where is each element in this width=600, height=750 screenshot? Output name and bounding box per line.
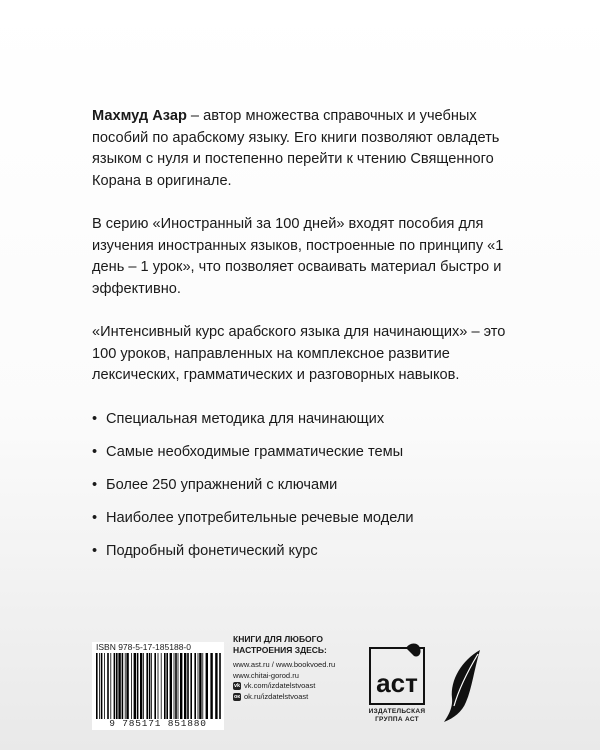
barcode-icon [94,653,222,719]
vk-link[interactable] [233,681,367,692]
promo-title-line: НАСТРОЕНИЯ ЗДЕСЬ: [233,645,327,655]
promo-block [233,634,367,702]
feature-item [92,508,522,530]
bullet-icon: • [92,443,98,460]
feature-text: Самые необходимые грамматические темы [106,443,404,460]
isbn-barcode [92,642,224,730]
links-list [233,660,367,702]
back-cover-text [92,106,522,574]
barcode-digits: 9 785171 851880 [109,718,207,729]
feature-item [92,541,522,563]
ok-icon: ок [233,693,241,700]
ok-link[interactable] [233,692,367,703]
feather-logo-icon [440,646,488,728]
author-paragraph [92,106,522,192]
feature-text: Специальная методика для начинающих [106,410,385,427]
bullet-icon: • [92,509,98,526]
feature-text: Наиболее употребительные речевые модели [106,509,414,526]
author-name: Махмуд Азар [92,108,187,124]
feature-text: Подробный фонетический курс [106,542,318,559]
promo-title [233,634,367,656]
web-links[interactable]: www.ast.ru / www.bookvoed.ru [233,660,336,669]
bullet-icon: • [92,542,98,559]
feature-list [92,409,522,563]
feature-item [92,475,522,497]
feature-text: Более 250 упражнений с ключами [106,476,338,493]
cover-footer [92,634,512,734]
ast-logo-text: аст [376,668,418,698]
bullet-icon: • [92,410,98,427]
course-paragraph: «Интенсивный курс арабского языка для начинающих» – это 100 уроков, направленных на комплексное развитие лексических, грамматических и разговорных навыков. [92,324,506,383]
web-link[interactable]: www.chitai-gorod.ru [233,670,299,680]
feature-item [92,409,522,431]
bullet-icon: • [92,476,98,493]
vk-link-text: vk.com/izdatelstvoast [244,681,316,690]
series-paragraph: В серию «Иностранный за 100 дней» входят пособия для изучения иностранных языков, построенные по принципу «1 день – 1 урок», что позволяет осваивать материал быстро и эффективно. [92,216,504,297]
feature-item [92,442,522,464]
publisher-name [364,708,430,724]
ok-link-text: ok.ru/izdatelstvoast [244,691,309,701]
author-description: – автор множества справочных и учебных пособий по арабскому языку. Его книги позволяют овладеть языком с нуля и постепенно перейти к чтению Священного Корана в оригинале. [92,108,500,189]
publisher-line: ГРУППА АСТ [375,716,419,723]
promo-title-line: КНИГИ ДЛЯ ЛЮБОГО [233,634,323,644]
vk-icon: vk [233,683,241,690]
publisher-line: ИЗДАТЕЛЬСКАЯ [368,708,426,715]
isbn-label: ISBN 978-5-17-185188-0 [96,642,191,652]
